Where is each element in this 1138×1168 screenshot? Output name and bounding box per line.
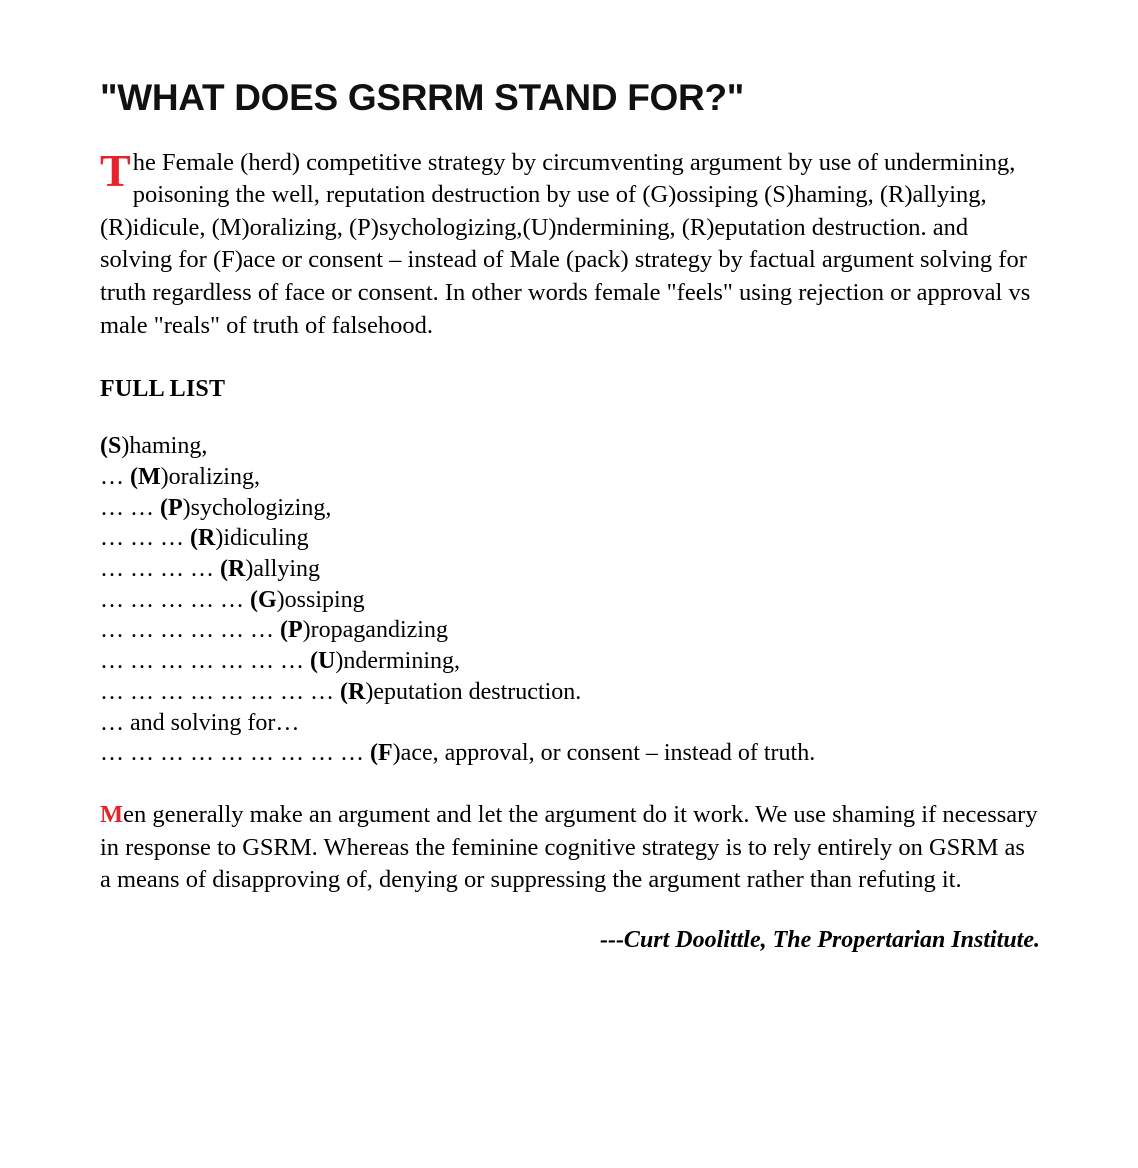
- closing-paragraph: [100, 799, 1040, 897]
- section-heading-full-list: FULL LIST: [100, 376, 226, 403]
- list-item: [100, 738, 1040, 769]
- intro-paragraph: [100, 144, 1040, 342]
- list-item-prefix: … … … … … … … …: [100, 678, 340, 705]
- list-item-letter: (R: [190, 525, 216, 552]
- closing-text: en generally make an argument and let the argument do it work. We use shaming if necessary in response to GSRM. Whereas the feminine cognitive strategy is to rely entirely on GSRM as a means of disapproving of, denying or suppressing the argument rather than refuting it.: [100, 801, 1038, 894]
- page-title: "WHAT DOES GSRRM STAND FOR?": [100, 77, 744, 118]
- list-item-prefix: … … … … …: [100, 586, 250, 613]
- list-item-rest: )allying: [245, 556, 320, 583]
- list-item-letter: (R: [220, 556, 246, 583]
- list-item-rest: )ace, approval, or consent – instead of truth.: [392, 740, 816, 767]
- list-item-prefix: … … … … … … …: [100, 648, 310, 675]
- list-item: [100, 462, 1040, 493]
- list-item-prefix: … … …: [100, 525, 190, 552]
- list-item-rest: )idiculing: [215, 525, 309, 552]
- list-item-prefix: … and solving for…: [100, 709, 300, 736]
- list-item-letter: (U: [310, 648, 336, 675]
- list-item: [100, 431, 1040, 462]
- list-item-prefix: … … … … … …: [100, 617, 280, 644]
- list-item: [100, 585, 1040, 616]
- list-item-letter: (P: [280, 617, 303, 644]
- list-item-letter: (R: [340, 678, 366, 705]
- list-item-rest: )haming,: [121, 433, 208, 460]
- list-item-letter: (S: [100, 433, 122, 460]
- intro-dropcap: T: [100, 144, 131, 196]
- list-item: [100, 523, 1040, 554]
- list-item-prefix: … … … …: [100, 556, 220, 583]
- list-item-prefix: …: [100, 463, 130, 490]
- list-item: [100, 554, 1040, 585]
- list-item-rest: )oralizing,: [160, 463, 260, 490]
- attribution: ---Curt Doolittle, The Propertarian Institute.: [599, 926, 1040, 953]
- list-item-letter: (G: [250, 586, 277, 613]
- list-item: [100, 646, 1040, 677]
- list-item-rest: )eputation destruction.: [365, 678, 582, 705]
- list-item-rest: )ropagandizing: [302, 617, 448, 644]
- list-item-prefix: … …: [100, 494, 160, 521]
- list-item: [100, 615, 1040, 646]
- list-item-solving-for: [100, 708, 1040, 739]
- closing-dropcap: M: [100, 801, 124, 829]
- list-item-letter: (M: [130, 463, 161, 490]
- document-page: [100, 78, 1040, 954]
- gsrrm-list: [100, 431, 1040, 769]
- intro-text: he Female (herd) competitive strategy by circumventing argument by use of undermining, poisoning the well, reputation destruction by use of (G)ossiping (S)haming, (R)allying, (R)idicule, (M)oralizing, (P)sychologizing,(U)ndermining, (R)eputation destruction. and solving for (F)ace or consent – instead of Male (pack) strategy by factual argument solving for truth regardless of face or consent. In other words female "feels" using rejection or approval vs male "reals" of truth of falsehood.: [100, 148, 1031, 339]
- list-item-prefix: … … … … … … … … …: [100, 740, 370, 767]
- list-item-rest: )ndermining,: [335, 648, 460, 675]
- list-item-rest: )sychologizing,: [182, 494, 332, 521]
- list-item: [100, 493, 1040, 524]
- list-item: [100, 677, 1040, 708]
- list-item-letter: (F: [370, 740, 393, 767]
- list-item-rest: )ossiping: [276, 586, 365, 613]
- list-item-letter: (P: [160, 494, 183, 521]
